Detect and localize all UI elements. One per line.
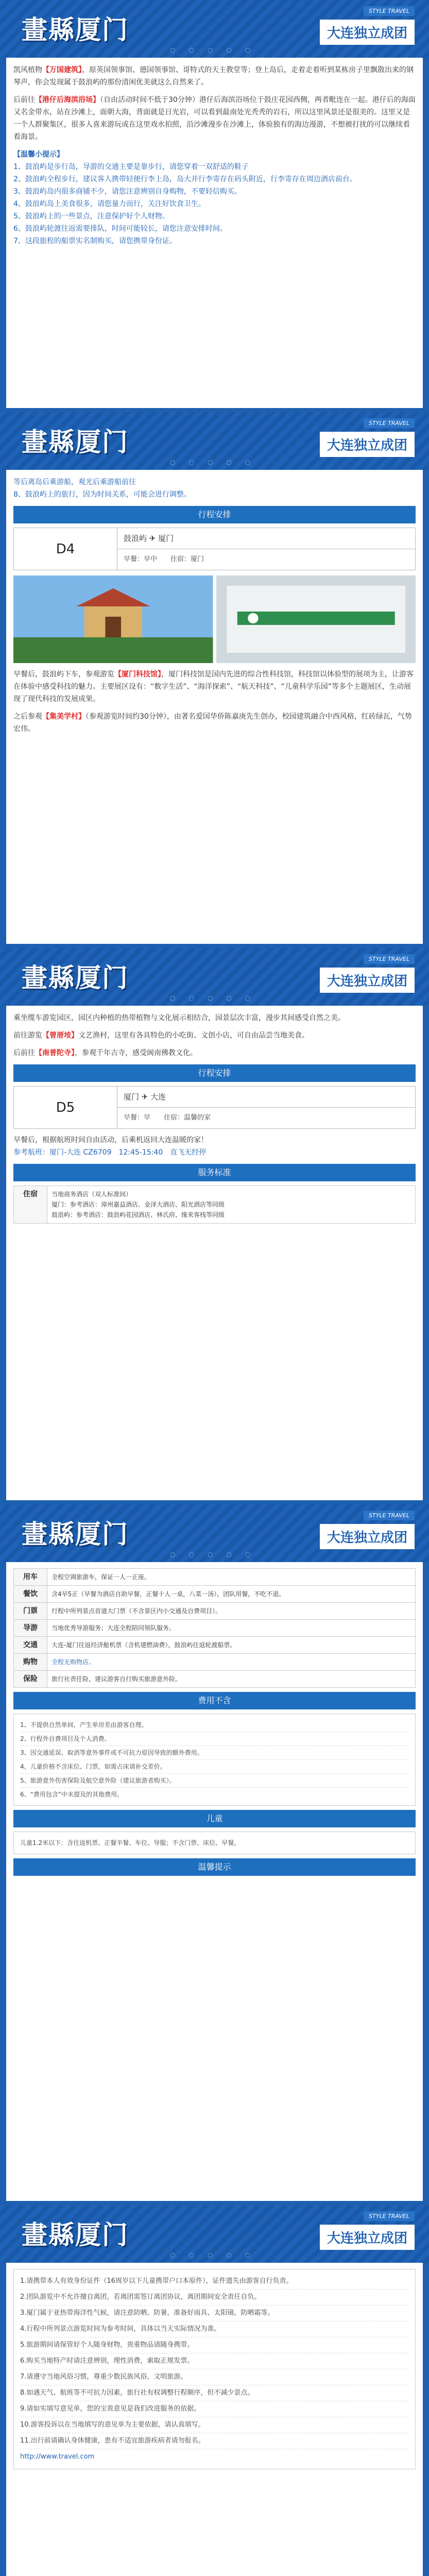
content-block — [6, 1562, 423, 2201]
tip-item: 1、鼓浪屿是步行岛，导游的交通主要是靠步行，请您穿着一双舒适的鞋子 — [13, 163, 249, 171]
text: 等后离岛后乘游船，观光后乘游船前往 — [13, 478, 136, 486]
brand-logo: 畫縣厦门 — [22, 962, 129, 993]
table-row — [14, 1603, 416, 1620]
table-row — [14, 1654, 416, 1671]
row-value: 大连-厦门往返经济舱机票（含机建燃油费），鼓浪屿往返轮渡船票。 — [47, 1637, 416, 1654]
header-banner — [0, 0, 429, 58]
tip-item: 7、这段旅程的船票实名制购买，请您携带身份证。 — [13, 237, 177, 245]
row-value: 含4早5正（早餐为酒店自助早餐，正餐十人一桌，八菜一汤），团队用餐，不吃不退。 — [47, 1586, 416, 1603]
day-row — [13, 1086, 416, 1129]
list-item: 11.出行前请确认身体健康，患有不适宜旅游疾病者请勿报名。 — [20, 2433, 409, 2449]
panel-notices — [0, 2205, 429, 2576]
row-key: 交通 — [14, 1637, 47, 1654]
highlight: 【港仔后海滨浴场】 — [35, 96, 100, 104]
brand-logo: 畫縣厦门 — [22, 427, 129, 457]
header-banner — [0, 1504, 429, 1562]
section-header-service: 服务标准 — [13, 1164, 416, 1181]
list-item: 8.如遇天气、航班等不可抗力因素，旅行社有权调整行程顺序，但不减少景点。 — [20, 2385, 409, 2401]
building-sign-photo — [216, 575, 416, 663]
row-value: 当地优秀导游服务；大连全程陪同领队服务。 — [47, 1620, 416, 1637]
text: 文艺渔村，这里有各具特色的小吃街、文创小店，可自由品尝当地美食。 — [78, 1031, 309, 1040]
text: 后前往 — [13, 1049, 35, 1057]
panel-day4 — [0, 412, 429, 948]
day-number: D5 — [14, 1087, 117, 1128]
tagline: 大连独立成团 — [320, 1524, 415, 1549]
day-meals: 早餐：早中 住宿：厦门 — [124, 555, 204, 563]
section-header-children: 儿童 — [13, 1810, 416, 1827]
list-item: 2.团队游览中不允许擅自离团，若离团需签订离团协议，离团期间安全责任自负。 — [20, 2290, 409, 2306]
table-row — [14, 1569, 416, 1586]
row-key: 购物 — [14, 1654, 47, 1671]
row-key: 保险 — [14, 1671, 47, 1688]
text: 乘坐缆车游览园区，园区内种植的热带植物与文化展示相结合，园景层次丰富，漫步其间感受自然之美。 — [13, 1014, 345, 1022]
decor-dots: ○○○○○ — [170, 994, 264, 1002]
brand-logo: 畫縣厦门 — [22, 2219, 129, 2250]
section-header-itinerary: 行程安排 — [13, 506, 416, 523]
day-number: D4 — [14, 528, 117, 570]
highlight: 【万国建筑】 — [42, 66, 82, 74]
content-block — [6, 58, 423, 408]
day-route: 鼓浪屿 ✈ 厦门 — [117, 528, 415, 549]
content-block — [6, 1006, 423, 1500]
highlight: 【南普陀寺】 — [35, 1049, 75, 1057]
row-key: 用车 — [14, 1569, 47, 1586]
site-label: STYLE TRAVEL — [364, 954, 415, 964]
text: （自由活动时间不低于30分钟）港仔后海滨浴场位于鼓庄花园西侧，两者毗连在一起。港仔后的海面又名金带水，站在沙滩上，面朝大海，背面就是日光岩，可以看到最南处光秃秃的岩石，所以这里风景还是很美的。这里又是一个人群聚集区，很多人喜来游玩或在这里戏水拍照，沿沙滩漫步在沙滩上，体验独有的海边漫游，不想被打扰的可以继续看看海景。 — [13, 96, 416, 141]
list-item: 5.旅游期间请保管好个人随身财物，贵重物品请随身携带。 — [20, 2337, 409, 2353]
panel-fees — [0, 1504, 429, 2205]
day-route: 厦门 ✈ 大连 — [117, 1087, 415, 1108]
list-item: 6、“费用包含”中未提及的其他费用。 — [20, 1791, 124, 1798]
day-row — [13, 528, 416, 570]
site-label: STYLE TRAVEL — [364, 1511, 415, 1520]
table-row — [14, 1671, 416, 1688]
table-row — [14, 1637, 416, 1654]
highlight: 【曾厝垵】 — [42, 1031, 78, 1040]
text: （参观游览时间约30分钟），由著名爱国华侨陈嘉庚先生创办，校园建筑融合中西风格，红砖绿瓦，气势宏伟。 — [13, 713, 412, 733]
highlight: 【集美学村】 — [42, 713, 85, 721]
notice-list — [13, 2269, 416, 2469]
tip-item: 2、鼓浪屿全程步行，建议客人携带轻便行李上岛，岛大并行李寄存在码头附近，行李寄存在周边酒店前台。 — [13, 175, 357, 183]
content-block — [6, 2263, 423, 2576]
list-item: 3.厦门属于亚热带海洋性气候，请注意防晒、防暑，准备好雨具、太阳镜、防晒霜等。 — [20, 2306, 409, 2321]
table-row — [14, 1586, 416, 1603]
line: 当地商务酒店（双人标准间） — [52, 1191, 132, 1198]
brand-logo: 畫縣厦门 — [22, 1519, 129, 1549]
panel-day3 — [0, 0, 429, 412]
list-item: 1.请携带本人有效身份证件（16周岁以下儿童携带户口本原件），证件遗失由游客自行负责。 — [20, 2274, 409, 2290]
decor-dots: ○○○○○ — [170, 1551, 264, 1558]
tips-list — [13, 161, 416, 247]
brand-logo: 畫縣厦门 — [22, 14, 129, 45]
tagline: 大连独立成团 — [320, 2225, 415, 2250]
site-label: STYLE TRAVEL — [364, 2211, 415, 2221]
panel-day5 — [0, 948, 429, 1504]
list-item: 7.请遵守当地风俗习惯，尊重少数民族风俗，文明旅游。 — [20, 2369, 409, 2385]
text: 之后参观 — [13, 713, 42, 721]
site-label: STYLE TRAVEL — [364, 6, 415, 16]
service-table — [13, 1185, 416, 1224]
tip-item: 5、鼓浪屿上的一些景点，注意保护好个人财物。 — [13, 212, 169, 221]
header-banner — [0, 948, 429, 1006]
decor-dots: ○○○○○ — [170, 46, 264, 54]
text: ，原英国领事馆、德国领事馆、哥特式的天主教堂等；登上岛后，走着走着听到某栋房子里飘散出来的钢琴声，你会发现属于鼓浪屿的那份清闲优美就这么自然来了。 — [13, 66, 414, 87]
row-value — [47, 1186, 416, 1224]
list-item: 4.行程中所列景点游览时间为参考时间，具体以当天实际情况为准。 — [20, 2321, 409, 2337]
section-header-notice: 温馨提示 — [13, 1858, 416, 1876]
day-info — [117, 1087, 415, 1128]
temple-photo — [13, 575, 213, 663]
flight-info: 参考航班：厦门-大连 CZ6709 12:45-15:40 直飞无经停 — [13, 1148, 207, 1157]
list-item: 4、儿童价格不含床位、门票，如需占床请补交差价。 — [20, 1760, 409, 1774]
list-item: 1、不提供自然单间，产生单房差由游客自理。 — [20, 1718, 409, 1732]
decor-dots: ○○○○○ — [170, 459, 264, 466]
row-value: 全程空调旅游车，保证一人一正座。 — [47, 1569, 416, 1586]
row-key: 餐饮 — [14, 1586, 47, 1603]
row-value: 行程中所列景点首道大门票（不含景区内小交通及自费项目）。 — [47, 1603, 416, 1620]
row-value: 全程无购物店。 — [47, 1654, 416, 1671]
text: 前往游览 — [13, 1031, 42, 1040]
day-info — [117, 528, 415, 570]
list-item: 2、行程外自费项目及个人消费。 — [20, 1732, 409, 1746]
text: ，参观千年古寺，感受闽南佛教文化。 — [75, 1049, 197, 1057]
header-banner — [0, 2205, 429, 2263]
row-value: 旅行社责任险，建议游客自行购买旅游意外险。 — [47, 1671, 416, 1688]
highlight: 【厦门科技馆】 — [114, 670, 161, 679]
table-row — [14, 1186, 416, 1224]
list-item: 3、因交通延误、取消等意外事件或不可抗力原因导致的额外费用。 — [20, 1746, 409, 1760]
text: 8、鼓浪屿上的旅行，因为时间关系，可能会进行调整。 — [13, 490, 191, 499]
text: 早餐后，鼓浪屿下车，参观游览 — [13, 670, 114, 679]
line: 鼓浪屿：参考酒店：鼓浪屿花园酒店、林氏府、缘来客栈等同级 — [52, 1211, 225, 1218]
section-header-itinerary: 行程安排 — [13, 1064, 416, 1082]
excluded-list — [13, 1714, 416, 1806]
text: 早餐后，根据航班时间自由活动，后乘机返回大连温暖的家！ — [13, 1136, 208, 1144]
header-banner — [0, 412, 429, 470]
tagline: 大连独立成团 — [320, 432, 415, 457]
list-item: 10.游客投诉以在当地填写的意见单为主要依据，请认真填写。 — [20, 2417, 409, 2433]
content-block — [6, 470, 423, 944]
photo-row — [13, 575, 416, 663]
tagline: 大连独立成团 — [320, 20, 415, 45]
list-item: 9.请如实填写意见单，您的宝贵意见是我们改进服务的依据。 — [20, 2401, 409, 2417]
list-item: 6.购买当地特产时请注意辨别，理性消费，索取正规发票。 — [20, 2353, 409, 2369]
decor-dots: ○○○○○ — [170, 2251, 264, 2259]
tip-item: 3、鼓浪屿岛内很多商铺不少，请您注意辨别自身购物，不要轻信购买。 — [13, 188, 242, 196]
table-row — [14, 1620, 416, 1637]
row-key: 住宿 — [14, 1186, 47, 1224]
row-key: 导游 — [14, 1620, 47, 1637]
tips-title: 【温馨小提示】 — [13, 150, 64, 159]
list-item: 儿童1.2米以下：含往返机票、正餐半餐、车位、导服；不含门票、床位、早餐。 — [20, 1839, 241, 1846]
section-header-excluded: 费用不含 — [13, 1692, 416, 1709]
line: 厦门：参考酒店：漳州嘉益酒店、金泽大酒店、阳光酒店等同级 — [52, 1201, 225, 1208]
text: 后前往 — [13, 96, 35, 104]
row-key: 门票 — [14, 1603, 47, 1620]
site-label: STYLE TRAVEL — [364, 418, 415, 428]
children-box — [13, 1832, 416, 1854]
text: ，厦门科技馆是国内先进的综合性科技馆，科技馆以体验型的展项为主，让游客在体验中感受科技的魅力。主要展区设有：“数字生活”、“海洋探索”、“航天科技”、“儿童科学乐园”等多个主题展区，生动展现了现代科技的发展成果。 — [13, 670, 414, 703]
list-item: 5、旅游意外伤害保险及航空意外险（建议旅游者购买）。 — [20, 1774, 409, 1788]
tip-item: 6、鼓浪屿轮渡往返需要排队，时间可能较长，请您注意安排时间。 — [13, 225, 227, 233]
day-meals: 早餐：早 住宿：温馨的家 — [124, 1114, 211, 1122]
info-link[interactable]: http://www.travel.com — [20, 2453, 95, 2461]
tip-item: 4、鼓浪屿岛上美食很多，请您量力而行，关注好饮食卫生。 — [13, 200, 205, 208]
text: 凯风植物 — [13, 66, 42, 74]
included-table — [13, 1568, 416, 1688]
tagline: 大连独立成团 — [320, 968, 415, 993]
